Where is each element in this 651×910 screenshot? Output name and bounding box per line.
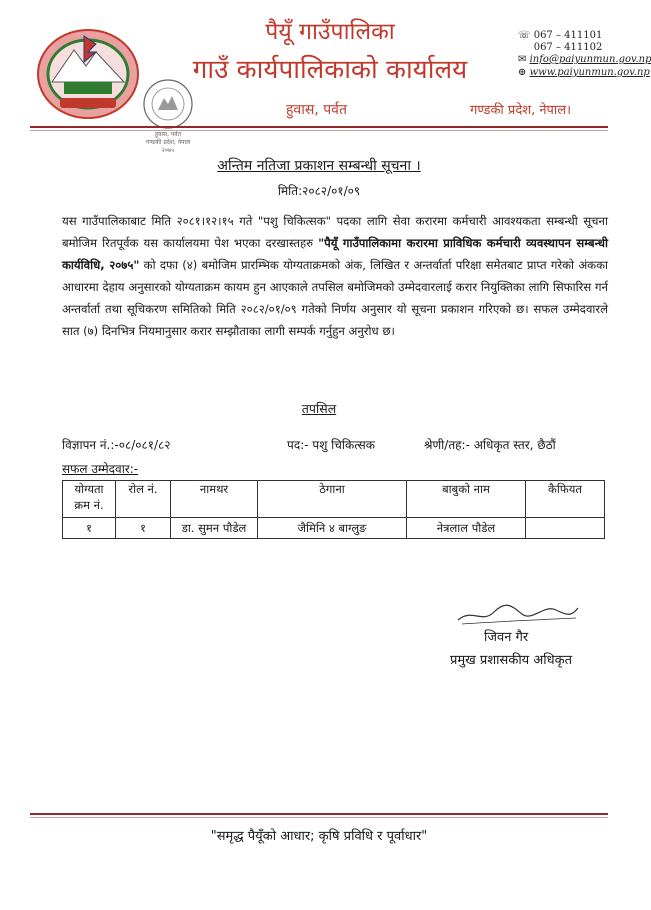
table-header-row <box>63 481 605 518</box>
phone-icon: ☏ <box>518 30 531 41</box>
notice-paragraph <box>62 210 608 342</box>
footer-rule <box>30 813 608 815</box>
website-block <box>518 67 650 78</box>
successful-candidates-label: सफल उम्मेदवार:- <box>62 462 139 476</box>
org-name: पैयूँ गाउँपालिका <box>265 19 395 45</box>
office-name: गाउँ कार्यपालिकाको कार्यालय <box>192 55 468 85</box>
phone-1: 067 – 411101 <box>533 30 603 41</box>
para-bold-procedure: "पैयूँ गाउँपालिकामा करारमा प्राविधिक कर्मचारी व्यवस्थापन सम्बन्धी कार्यविधि, २०७५" <box>62 236 608 272</box>
cell-roll-no: १ <box>116 518 171 539</box>
email-link[interactable]: info@paiyunmun.gov.np <box>529 54 651 65</box>
col-roll-no: रोल नं. <box>116 481 171 518</box>
svg-text:२०७५: २०७५ <box>161 147 175 154</box>
para-text-1: यस गाउँपालिकाबाट मिति २०८१।१२।१५ गते "पशु चिकित्सक" पदका लागि सेवा करारमा कर्मचारी आवश्यकता सम्बन्धी सूचना बमोजिम रितपूर्वक यस कार्यालयमा पेश भएका दरखास्तहरु <box>62 214 608 250</box>
para-text-2: को दफा (४) बमोजिम प्रारम्भिक योग्यताक्रमको अंक, लिखित र अन्तर्वार्ता परिक्षा समेतबाट प्राप्त गरेको अंकका आधारमा देहाय अनुसारको योग्यताक्रम कायम हुन आएकाले तपसिल बमोजिमको उम्मेदवारलाई करार नियुक्तिका लागि सिफारिस गर्न अन्तर्वार्ता तथा सूचिकरण समितिको मिति २०८२/०१/०९ गतेको निर्णय अनुसार यो सूचना प्रकाशन गरिएको छ। सफल उम्मेदवारले सात (७) दिनभित्र नियमानुसार करार सम्झौताका लागी सम्पर्क गर्नुहुन अनुरोध छ। <box>62 258 608 338</box>
notice-date: मिति:२०८२/०१/०९ <box>277 184 361 198</box>
col-address: ठेगाना <box>258 481 407 518</box>
office-address: हुवास, पर्वत <box>286 102 347 118</box>
email-icon: ✉ <box>518 54 527 65</box>
level-info: श्रेणी/तह:- अधिकृत स्तर, छैठौं <box>424 438 556 452</box>
email-block <box>518 54 651 65</box>
nepal-emblem-logo <box>34 22 142 122</box>
col-name: नामथर <box>171 481 258 518</box>
phone-block <box>518 30 602 54</box>
col-remarks: कैफियत <box>526 481 605 518</box>
globe-icon: ⊕ <box>518 67 527 78</box>
post-name: पद:- पशु चिकित्सक <box>287 438 375 452</box>
header-rule <box>30 126 608 128</box>
cell-name: डा. सुमन पौडेल <box>171 518 258 539</box>
cell-father-name: नेत्रलाल पौडेल <box>407 518 526 539</box>
table-row <box>63 518 605 539</box>
results-table <box>62 480 605 539</box>
signatory-title: प्रमुख प्रशासकीय अधिकृत <box>450 653 573 668</box>
cell-remarks <box>526 518 605 539</box>
svg-text:गण्डकी प्रदेश, नेपाल: गण्डकी प्रदेश, नेपाल <box>145 139 191 146</box>
province-label: गण्डकी प्रदेश, नेपाल। <box>470 103 572 118</box>
col-father-name: बाबुको नाम <box>407 481 526 518</box>
cell-address: जैमिनि ४ बाग्लुङ <box>258 518 407 539</box>
website-link[interactable]: www.paiyunmun.gov.np <box>529 67 650 78</box>
advertisement-number: विज्ञापन नं.:-०८/०८१/८२ <box>62 438 171 452</box>
svg-text:हुवास, पर्वत: हुवास, पर्वत <box>154 131 182 138</box>
cell-merit-rank: १ <box>63 518 116 539</box>
notice-title: अन्तिम नतिजा प्रकाशन सम्बन्धी सूचना । <box>217 158 421 174</box>
office-stamp <box>128 74 208 156</box>
header-rule-thin <box>30 130 608 131</box>
signatory-name: जिवन गैर <box>484 630 529 645</box>
signature-scribble <box>452 598 582 630</box>
footer-rule-thin <box>30 817 608 818</box>
phone-2: 067 – 411102 <box>533 42 603 53</box>
annex-title: तपसिल <box>301 401 337 416</box>
col-merit-rank: योग्यता क्रम नं. <box>63 481 116 518</box>
footer-slogan: "समृद्ध पैयूँको आधार; कृषि प्रविधि र पूर्वाधार" <box>210 829 428 844</box>
